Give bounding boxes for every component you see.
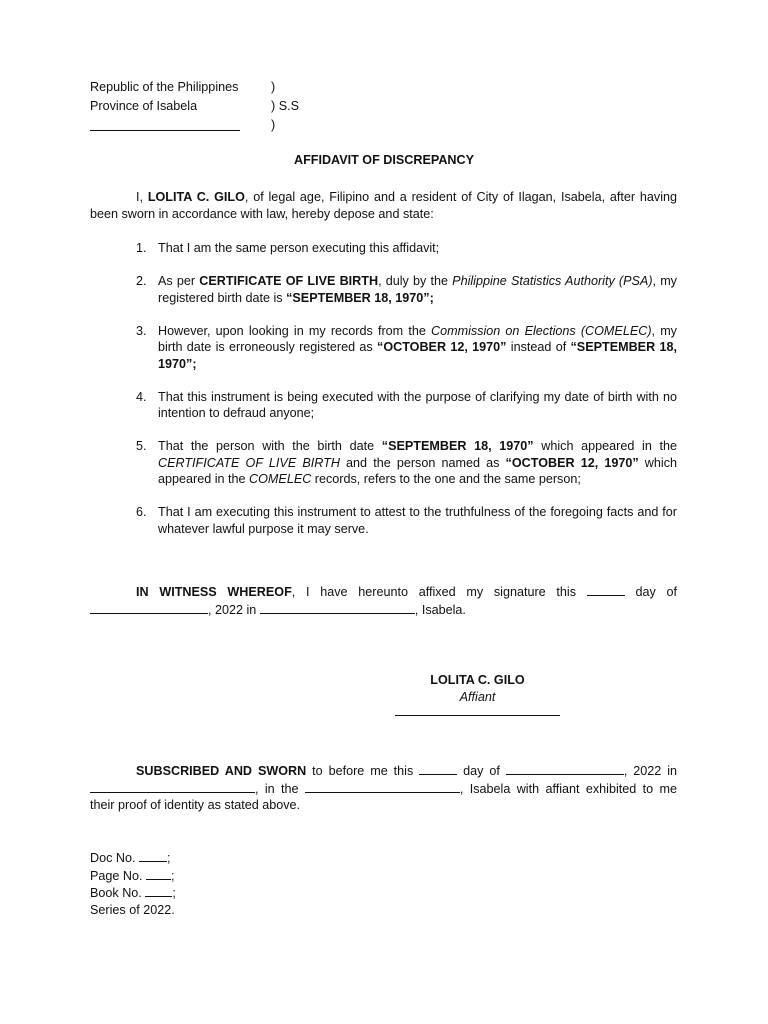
venue-city-blank: [90, 117, 240, 131]
item-text: As per: [158, 274, 200, 288]
doc-no-label: Doc No.: [90, 851, 139, 865]
venue-mark-3: ): [271, 118, 276, 132]
item-text: That this instrument is being executed with the purpose of clarifying my date of birth with no intention to defraud anyone;: [158, 389, 677, 420]
item-text: , duly by the: [378, 274, 453, 288]
day-blank: [419, 762, 457, 775]
item-emphasis: “SEPTEMBER 18, 1970”: [381, 439, 534, 453]
item-emphasis: “OCTOBER 12, 1970”: [377, 340, 507, 354]
day-blank: [587, 583, 625, 596]
item-number: 3.: [136, 323, 147, 338]
item-italic: COMELEC: [249, 472, 312, 486]
item-number: 1.: [136, 241, 147, 255]
signatory-name: LOLITA C. GILO: [430, 673, 525, 687]
page-no-semicolon: ;: [171, 868, 175, 883]
item-number: 6.: [136, 505, 147, 519]
book-no-label: Book No.: [90, 886, 146, 900]
place-blank: [260, 601, 415, 614]
item-number: 2.: [136, 274, 147, 288]
item-emphasis: “SEPTEMBER 18, 1970”;: [158, 340, 677, 371]
month-blank: [506, 762, 624, 775]
jurat-text: to before me this: [306, 764, 420, 778]
list-item: [90, 240, 677, 257]
intro-rest: , of legal age, Filipino and a resident of City of Ilagan, Isabela, after having been sworn in accordance with law, hereby depose and state:: [90, 190, 678, 221]
item-text: That I am the same person executing this affidavit;: [158, 241, 440, 255]
list-item: [90, 273, 677, 306]
venue-block: [90, 79, 390, 136]
item-text: However, upon looking in my records from the: [158, 323, 431, 338]
witness-paragraph: [90, 583, 677, 618]
item-text: records, refers to the one and the same person;: [311, 472, 581, 486]
item-text: which appeared in the: [158, 455, 678, 486]
list-item: [90, 323, 677, 373]
item-text: instead of: [506, 340, 571, 354]
jurat-text: , Isabela with affiant exhibited to me their proof of identity as stated above.: [90, 781, 677, 812]
jurat-heading: SUBSCRIBED AND SWORN: [136, 764, 307, 778]
intro-lead: I,: [136, 190, 148, 204]
document-title: AFFIDAVIT OF DISCREPANCY: [293, 153, 475, 167]
doc-no-blank: [139, 849, 167, 862]
witness-text: , I have hereunto affixed my signature this: [291, 585, 587, 599]
item-text: , my registered birth date is: [158, 274, 677, 305]
signature-line: [395, 715, 560, 716]
item-text: That I am executing this instrument to attest to the truthfulness of the foregoing facts and for whatever lawful purpose it may serve.: [158, 505, 677, 536]
item-number: 4.: [136, 389, 147, 404]
item-text: , my birth date is erroneously registered as: [158, 323, 677, 354]
statement-list: [90, 240, 677, 554]
series-label: Series of 2022.: [90, 902, 175, 917]
item-emphasis: CERTIFICATE OF LIVE BIRTH: [199, 274, 379, 288]
jurat-text: day of: [457, 764, 506, 778]
item-emphasis: “SEPTEMBER 18, 1970”;: [286, 290, 434, 305]
month-blank: [90, 601, 208, 614]
doc-no-semicolon: ;: [167, 851, 171, 865]
witness-text: day of: [624, 585, 677, 599]
item-text: which appeared in the: [533, 439, 677, 453]
affiant-name: LOLITA C. GILO: [147, 190, 245, 204]
item-emphasis: “OCTOBER 12, 1970”: [505, 455, 639, 470]
item-number: 5.: [136, 439, 147, 453]
item-text: That the person with the birth date: [158, 439, 382, 453]
item-italic: Philippine Statistics Authority (PSA): [452, 274, 653, 288]
venue-country: Republic of the Philippines: [90, 80, 239, 94]
witness-text: , Isabela.: [414, 602, 466, 617]
place-blank: [90, 780, 255, 793]
list-item: [90, 438, 677, 488]
book-no-semicolon: ;: [172, 886, 176, 900]
jurat-text: , 2022 in: [623, 764, 677, 778]
item-text: and the person named as: [339, 455, 506, 470]
signature-block: [395, 672, 560, 716]
list-item: [90, 389, 677, 422]
venue-province: Province of Isabela: [90, 99, 198, 113]
venue-mark-2: ) S.S: [271, 99, 299, 113]
item-italic: Commission on Elections (COMELEC): [430, 323, 652, 338]
signatory-role: Affiant: [459, 689, 496, 704]
notarial-register: [90, 849, 176, 919]
place-blank: [305, 780, 460, 793]
item-italic: CERTIFICATE OF LIVE BIRTH: [158, 455, 340, 470]
venue-mark-1: ): [271, 80, 276, 94]
jurat-paragraph: [90, 762, 677, 814]
intro-paragraph: [90, 189, 677, 222]
page-no-label: Page No.: [90, 868, 147, 883]
jurat-text: , in the: [255, 781, 305, 796]
witness-text: , 2022 in: [208, 602, 260, 617]
book-no-blank: [145, 884, 172, 897]
list-item: [90, 504, 677, 537]
witness-heading: IN WITNESS WHEREOF: [136, 585, 292, 599]
page-no-blank: [146, 867, 171, 880]
